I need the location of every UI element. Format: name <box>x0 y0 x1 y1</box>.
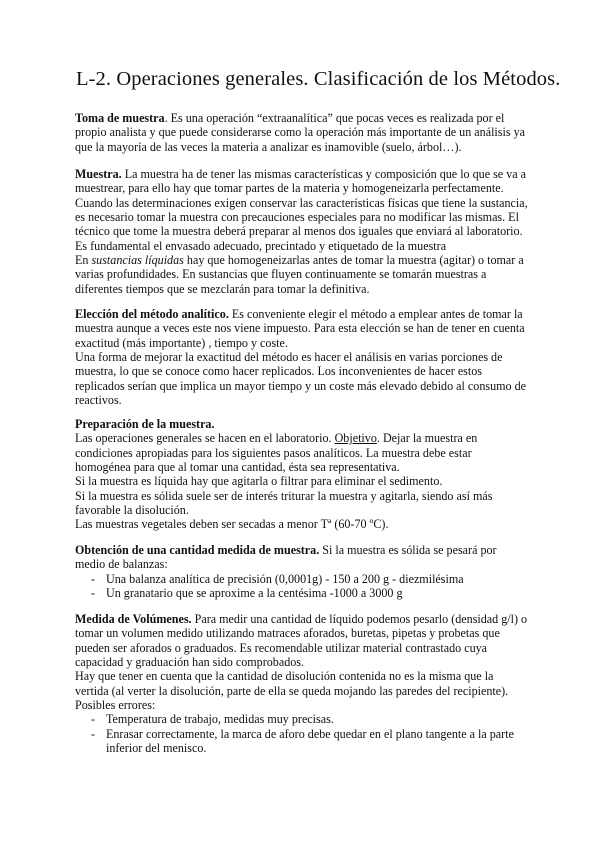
paragraph-line: muestra, lo que se conoce como hacer replicados. Los inconvenientes de hacer estos <box>75 364 483 379</box>
paragraph-line: es necesario tomar la muestra con precauciones especiales para no modificar las mismas. El <box>75 210 519 225</box>
paragraph-line: Una forma de mejorar la exactitud del método es hacer el análisis en varias porciones de <box>75 350 503 365</box>
section-toma-de-muestra <box>75 111 535 154</box>
section-heading: Toma de muestra <box>75 111 165 125</box>
paragraph-line: replicados serían que implica un mayor tiempo y un coste más elevado debido al consumo de <box>75 378 527 393</box>
paragraph-line: favorable la disolución. <box>75 503 189 518</box>
paragraph-line: diferentes tiempos que se mezclarán para tomar la definitiva. <box>75 281 370 296</box>
section-heading: Medida de Volúmenes. <box>75 612 192 626</box>
paragraph-line: técnico que tome la muestra deberá preparar al menos dos iguales que enviará al laboratorio. <box>75 224 523 239</box>
paragraph-text: . Es una operación “extraanalítica” que pocas veces es realizada por el <box>164 111 505 125</box>
list-item-text: Temperatura de trabajo, medidas muy precisas. <box>106 712 334 727</box>
list-item <box>75 727 535 741</box>
dash-bullet: - <box>91 571 96 586</box>
paragraph-line: Si la muestra es líquida hay que agitarla o filtrar para eliminar el sedimento. <box>75 474 443 489</box>
list-item <box>75 586 535 600</box>
paragraph-text: Las operaciones generales se hacen en el laboratorio. <box>75 431 335 446</box>
section-preparacion-muestra <box>75 417 535 532</box>
italic-term: sustancias líquidas <box>91 253 184 268</box>
list-item <box>75 572 535 586</box>
paragraph-text: . Dejar la muestra en <box>376 431 478 446</box>
paragraph-line: medio de balanzas: <box>75 557 168 572</box>
paragraph-line: homogénea para que al tomar una cantidad, ésta sea representativa. <box>75 460 400 475</box>
paragraph-line: condiciones apropiadas para los siguientes pasos analíticos. La muestra debe estar <box>75 445 472 460</box>
list-item-text: Un granatario que se aproxime a la centésima -1000 a 3000 g <box>106 586 403 601</box>
paragraph-line: varias profundidades. En sustancias que fluyen continuamente se tomarán muestras a <box>75 267 487 282</box>
section-heading: Obtención de una cantidad medida de muestra. <box>75 543 320 557</box>
paragraph-line: Posibles errores: <box>75 698 156 713</box>
section-heading: Preparación de la muestra. <box>75 417 215 431</box>
paragraph-text: hay que homogeneizarlas antes de tomar la muestra (agitar) o tomar a <box>183 253 524 268</box>
paragraph-line: Cuando las determinaciones exigen conservar las características físicas que tiene la sustancia, <box>75 195 528 210</box>
paragraph-text: En <box>75 253 92 268</box>
objetivo-term: Objetivo <box>334 431 377 446</box>
section-eleccion-metodo <box>75 307 535 407</box>
paragraph-line: Hay que tener en cuenta que la cantidad de disolución contenida no es la misma que la <box>75 669 494 684</box>
list-item <box>75 712 535 726</box>
paragraph-line: propio analista y que puede considerarse como la operación más importante de un análisis ya <box>75 125 526 140</box>
page-title: L-2. Operaciones generales. Clasificación de los Métodos. <box>76 68 561 90</box>
paragraph-line: Es fundamental el envasado adecuado, precintado y etiquetado de la muestra <box>75 238 447 253</box>
paragraph-line: capacidad y graduación han sido comprobados. <box>75 655 305 670</box>
section-medida-volumenes <box>75 612 535 755</box>
paragraph-line: exactitud (más importante) , tiempo y coste. <box>75 335 288 350</box>
paragraph-line: reactivos. <box>75 393 122 408</box>
dash-bullet: - <box>91 726 96 741</box>
paragraph-line: que la mayoría de las veces la materia a analizar es inamovible (suelo, árbol…). <box>75 139 462 154</box>
section-obtencion-cantidad <box>75 543 535 600</box>
paragraph-text: Es conveniente elegir el método a emplear antes de tomar la <box>228 307 523 321</box>
dash-bullet: - <box>91 712 96 727</box>
list-item-continuation: inferior del menisco. <box>106 741 207 756</box>
list-item-text: Una balanza analítica de precisión (0,0001g) - 150 a 200 g - diezmilésima <box>106 571 464 586</box>
dash-bullet: - <box>91 586 96 601</box>
paragraph-text: Si la muestra es sólida se pesará por <box>319 543 497 557</box>
paragraph-line: Si la muestra es sólida suele ser de interés triturar la muestra y agitarla, siendo así más <box>75 488 493 503</box>
paragraph-line: tomar un volumen medido utilizando matraces aforados, buretas, pipetas y probetas que <box>75 626 500 641</box>
section-heading: Elección del método analítico. <box>75 307 229 321</box>
paragraph-line: muestra aunque a veces este nos viene impuesto. Para esta elección se han de tener en cuenta <box>75 321 525 336</box>
paragraph-line: muestrear, para ello hay que tomar partes de la materia y homogeneizarla perfectamente. <box>75 181 504 196</box>
paragraph-text: La muestra ha de tener las mismas características y composición que lo que se va a <box>121 167 527 181</box>
paragraph-line: pueden ser aforados o graduados. Es recomendable utilizar material contrastado cuya <box>75 640 488 655</box>
section-muestra <box>75 167 535 296</box>
paragraph-text: Para medir una cantidad de líquido podemos pesarlo (densidad g/l) o <box>191 612 528 626</box>
list-item-text: Enrasar correctamente, la marca de aforo debe quedar en el plano tangente a la parte <box>106 726 514 741</box>
section-heading: Muestra. <box>75 167 122 181</box>
paragraph-line: vertida (al verter la disolución, parte de ella se queda mojando las paredes del recipiente). <box>75 683 509 698</box>
paragraph-line: Las muestras vegetales deben ser secadas a menor Tª (60-70 ºC). <box>75 517 389 532</box>
